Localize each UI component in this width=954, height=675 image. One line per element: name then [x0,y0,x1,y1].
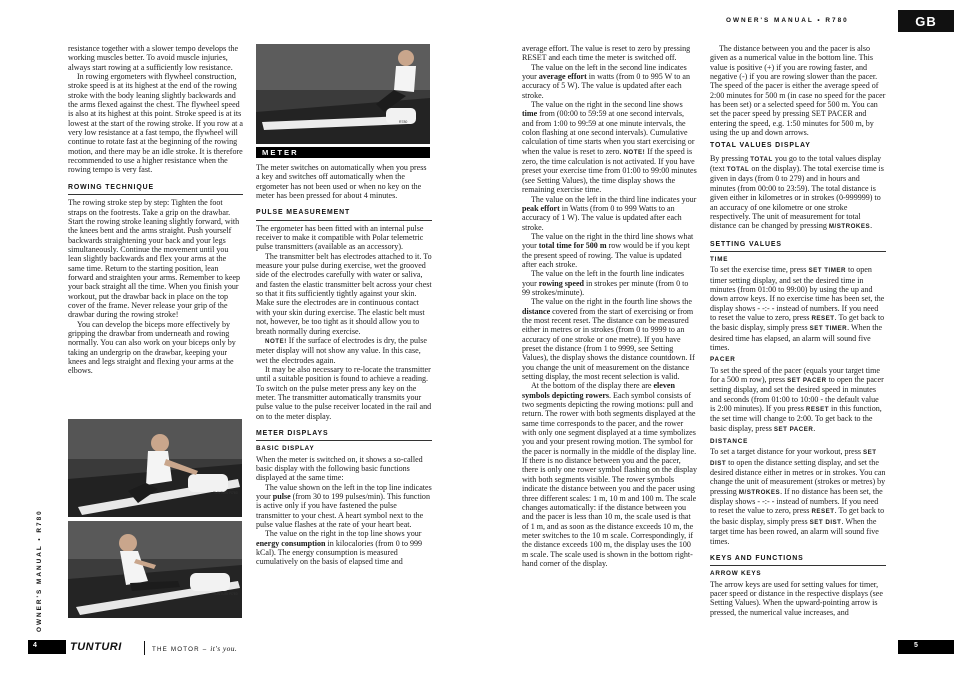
paragraph: resistance together with a slower tempo develops the working muscles better. To avoid muscle injuries, always start rowing at a sufficiently low resistance. [68,44,239,72]
column-2 [256,163,432,567]
photo-label: TUNTURI R780 [213,491,238,495]
paragraph: The arrow keys are used for setting values for timer, pacer speed or distance in the respective displays (see Setting Values). When the upward-pointing arrow is pressed, the numerical value increases, and [710,579,883,617]
subheading-pacer: PACER [710,356,736,364]
photo-label: TUNTURI R780 [213,592,238,596]
side-running-title: OWNER'S MANUAL • R780 [36,509,43,632]
paragraph: At the bottom of the display there are eleven symbols depicting rowers. Each symbol consists of two segments depicting the rowing motions: pull and return. The rower with both segments displayed at the same time corresponds to the pacer, and the rower with only one segment displayed at a time symbolizes you and your present rowing motion. The symbol for the pacer is normally in the middle of the display line. If there is no distance between you and the pacer, there is only one rower symbol flashing on the display with both segments visible. The rower symbols indicate the distance between you and the pacer using three different scales: 1 m, 10 m and 100 m. The scale changes automatically: if the distance between you and the pacer is less than 10 m, the scale used is that of 1 m, and as soon as the distance exceeds 10 m, the meter switches to the 10 m scale. Correspondingly, if the distance exceeds 100 m, the display uses the 100 m scale. The scale used is shown in the bottom right-hand corner of the display. [522,381,697,568]
photo-rowing-start [68,419,242,517]
paragraph: To set a target distance for your workout, press SET DIST to open the distance setting display, and set the desired distance either in metres or in strokes. You can change the unit of measurement (strokes or metres) by pressing M/STROKES. If no distance has been set, the display shows - -:- - instead of numbers. If you need to reset the value to zero, press RESET. To get back to the basic display, simply press SET DIST. When the target time has been rowed, an alarm will sound five times. [710,447,886,546]
paragraph: The value on the left in the fourth line indicates your rowing speed in strokes per minute (from 0 to 99 strokes/minute). [522,269,689,297]
note-label: NOTE! [265,337,287,345]
subheading-time: TIME [710,255,729,263]
language-tab: GB [898,10,954,32]
photo-rowing-finish [68,521,242,618]
section-heading-setting-values: SETTING VALUES [710,240,886,252]
paragraph: The value on the right in the top line shows your energy consumption in kilocalories (from 0 to 999 kCal). The energy consumption is measured cumulatively on the basis of elapsed time and [256,529,423,567]
section-heading-rowing-technique: ROWING TECHNIQUE [68,183,243,195]
page-number-left: 4 [33,642,37,649]
footer-bar-right [898,640,954,654]
photo-rowing-ergometer [256,44,430,144]
paragraph: The value on the left in the third line indicates your peak effort in Watts (from 0 to 999 Watts to an accuracy of 1 W). The value is updated after each stroke. [522,194,697,232]
paragraph: In rowing ergometers with flywheel construction, stroke speed is at its highest at the end of the rowing stroke with the body leaning slightly backwards and the arms flexed against the chest. The flywheel speed is also at its highest at this point. Stroke speed is at its lowest at the start of the rowing stroke. If you row at a very low resistance at a fast tempo, the flywheel will continue to rotate fast at the beginning of the rowing motion, and there may be an idle stroke. It is therefore recommended to use a higher resistance when the rowing tempo is very fast. [68,72,243,175]
paragraph: The meter switches on automatically when you press a key and switches off automatically when the ergometer has not been used or when no key on the meter has been pressed for about 4 minutes. [256,163,427,201]
column-4 [710,44,886,617]
photo-label: R780 [399,120,408,124]
column-3 [522,44,697,568]
section-heading-total-values: TOTAL VALUES DISPLAY [710,142,811,150]
paragraph: To set the exercise time, press SET TIMER to open timer setting display, and set the desired time in minutes (from 01:00 to 99:00) by using the up and down arrow keys. If no exercise time has been set, the display shows - -:- - instead of numbers. If you need to reset the value to zero, press RESET. To get back to the basic display, simply press SET TIMER. When the desired time has elapsed, an alarm will sound five times. [710,265,885,352]
running-header: OWNER'S MANUAL • R780 [726,17,849,24]
section-heading-meter: METER [256,147,430,158]
paragraph: The transmitter belt has electrodes attached to it. To measure your pulse during exercise, wet the grooved side of the electrodes carefully with water or saliva, and fasten the elastic transmitter belt across your chest so that it fits sufficiently tightly against your skin. Make sure the electrodes are in continuous contact with your skin during exercise. The elastic belt must not, however, be too tight as it should allow you to breath normally during exercise. [256,251,432,336]
tagline-main: THE MOTOR – [152,646,208,653]
paragraph: The value on the right in the second line shows time from (00:00 to 59:59 at one second intervals, and from 1:00 to 99:59 at one minute intervals, the colon flashing at one second intervals). Cumulative calculation of time starts when you start exercising or when the value is reset to zero. NOTE! If the speed is zero, the time calculation is not activated. If you have preset your exercise time from 01:00 to 99:00 minutes (see Setting Values), the time display shows the remaining exercise time. [522,100,697,195]
paragraph: The value on the right in the third line shows what your total time for 500 m row would be if you kept the present speed of rowing. The value is updated after each stroke. [522,231,694,269]
tagline-italic: it's you. [210,644,238,653]
footer-divider [144,641,145,655]
column-1 [68,44,243,376]
paragraph: The ergometer has been fitted with an internal pulse receiver to make it compatible with Polar telemetric pulse transmitters (available as an accessory). [256,223,424,252]
note-text: If the surface of electrodes is dry, the pulse meter display will not show any value. In this case, wet the electrodes again. [256,335,427,365]
subheading-distance: DISTANCE [710,438,749,446]
subheading-basic-display: BASIC DISPLAY [256,445,315,453]
section-heading-meter-displays: METER DISPLAYS [256,429,432,441]
paragraph: The distance between you and the pacer is also given as a numerical value in the bottom line. This value is positive (+) if you are rowing faster, and negative (-) if you are rowing slower than the pacer. The speed of the pacer is either the average speed of 2:00 minutes for 500 m (in case no speed for the pacer has been set) or a selected speed for 500 m. You can set the pacer speed by pressing SET PACER and entering the speed, e.g. 1:50 minutes for 500 m, by using the up and down arrows. [710,44,886,138]
paragraph: To set the speed of the pacer (equals your target time for a 500 m row), press SET PACER to open the pacer setting display, and set the desired speed in minutes and seconds (from 01:00 to 10:00 - the default value is 2:00 minutes). If you press RESET in this function, the set time will change to 2:00. To get back to the basic display, press SET PACER. [710,365,884,433]
tagline [152,644,237,653]
paragraph: The rowing stroke step by step: Tighten the foot straps on the footrests. Take a grip on the drawbar. Start the rowing stroke leaning slightly forward, with the knees bent and the arms straight. Push yourself backwards straightening your back and your legs simultaneously. Continue the movement until you lean slightly backwards and flex your arms at the same time. Return to the starting position, lean forward and straighten your arms. Remember to keep your back straight all the time. When you finish your workout, put the drawbar back in place on the top cover of the frame. Never release your grip of the drawbar during the rowing stroke! [68,198,241,320]
paragraph: The value on the right in the fourth line shows the distance covered from the start of exercising or from the most recent reset. The distance can be measured either in metres or in strokes (from 0 to 9999 to an accuracy of one stroke or one metre). If you have preset the distance (from 1 to 9999, see Setting Values), the display shows the distance countdown. If you change the unit of measurement on the distance setting display, the most recent selection is valid. [522,297,695,382]
note-paragraph [256,336,432,365]
subheading-arrow-keys: ARROW KEYS [710,570,762,578]
paragraph: The value on the left in the second line indicates your average effort in watts (from 0 to 995 W to an accuracy of 5 W). The value is updated after each stroke. [522,62,690,100]
tunturi-logo: TUNTURI [70,641,122,653]
section-heading-pulse-measurement: PULSE MEASUREMENT [256,208,432,220]
paragraph: When the meter is switched on, it shows a so-called basic display with the following basic functions displayed at the same time: [256,454,423,483]
section-heading-keys-and-functions: KEYS AND FUNCTIONS [710,554,886,566]
paragraph: You can develop the biceps more effectively by gripping the drawbar from underneath and rowing normally. You can also work on your biceps only by taking an undergrip on the drawbar, keeping your knees and legs straight and flexing your arms at the elbows. [68,319,236,376]
paragraph: The value shown on the left in the top line indicates your pulse (from 30 to 199 pulses/min). This function is active only if you have fastened the pulse transmitter to your chest. A heart symbol next to the pulse value flashes at the rate of your heart beat. [256,482,432,530]
paragraph: It may be also necessary to re-locate the transmitter until a suitable position is found to achieve a reading. To switch on the pulse meter press any key on the meter. The transmitter automatically transmits your pulse value to the pulse receiver located in the rail and on to the meter display. [256,364,432,421]
page-number-right: 5 [914,642,918,649]
paragraph: average effort. The value is reset to zero by pressing RESET and each time the meter is switched off. [522,44,691,63]
paragraph: By pressing TOTAL you go to the total values display (text TOTAL on the display). The total exercise time is given in days (from 0 to 279) and in hours and minutes (from 00:00 to 23:59). The total distance is given either in kilometres or in strokes (0-999999) to an accuracy of one kilometre or one stroke respectively. The unit of measurement for total distance can be changed by pressing M/STROKES. [710,153,884,231]
